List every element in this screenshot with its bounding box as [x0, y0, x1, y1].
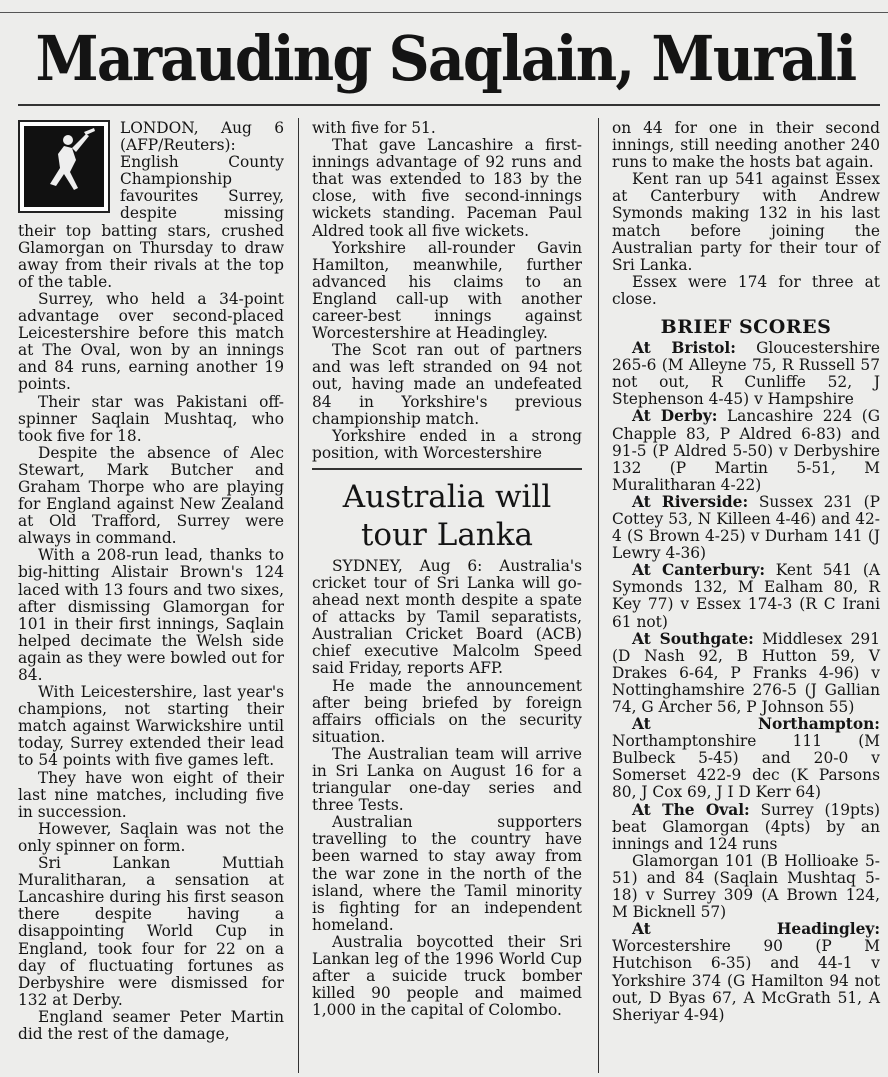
score-venue: At The Oval: — [632, 800, 750, 819]
article-paragraph: With a 208-run lead, thanks to big-hitting Alistair Brown's 124 laced with 13 fours and two sixes, after dismissing Glamorgan for 101 in their first innings, Saqlain helped decimate the Welsh side again as they were bowled out for 84. — [18, 546, 284, 684]
top-strip — [0, 0, 888, 13]
score-venue: At Headingley: — [632, 920, 880, 939]
score-entry — [612, 631, 880, 716]
column-rule-2 — [598, 118, 599, 1073]
article-paragraph: LONDON, Aug 6 (AFP/Reuters): English County Championship favourites Surrey, despite missing their top batting stars, crushed Glamorgan on Thursday to draw away from their rivals at the top of the table. — [18, 119, 284, 291]
score-venue: At Bristol: — [632, 339, 736, 358]
brief-scores-list — [612, 340, 880, 1024]
article-paragraph: They have won eight of their last nine matches, including five in succession. — [18, 768, 284, 821]
article-paragraph: Despite the absence of Alec Stewart, Mark Butcher and Graham Thorpe who are playing for England against New Zealand at Old Trafford, Surrey were always in command. — [18, 443, 284, 548]
article-paragraph: Essex were 174 for three at close. — [612, 272, 880, 308]
article-paragraph: with five for 51. — [312, 119, 436, 137]
article-paragraph: He made the announcement after being briefed by foreign affairs officials on the security situation. — [312, 676, 582, 746]
article-paragraph: The Scot ran out of partners and was left stranded on 94 not out, having made an undefeated 84 in Yorkshire's previous championship match. — [312, 341, 582, 428]
column-1 — [18, 120, 284, 1043]
score-entry — [612, 802, 880, 853]
article-paragraph: Australia boycotted their Sri Lankan leg of the 1996 World Cup after a suicide truck bomber killed 90 people and maimed 1,000 in the capital of Colombo. — [312, 932, 582, 1020]
score-entry — [612, 921, 880, 1024]
brief-scores-heading: BRIEF SCORES — [660, 316, 832, 339]
column-2 — [312, 120, 582, 1019]
article-paragraph: Yorkshire ended in a strong position, with Worcestershire — [312, 426, 582, 462]
article-paragraph: Kent ran up 541 against Essex at Canterbury with Andrew Symonds making 132 in his last match before joining the Australian party for their tour of Sri Lanka. — [612, 170, 880, 274]
article-paragraph: That gave Lancashire a first-innings advantage of 92 runs and that was extended to 183 by the close, with five second-innings wickets standing. Paceman Paul Aldred took all five wickets. — [312, 136, 582, 240]
cricket-logo-icon — [18, 120, 110, 213]
article-paragraph: Their star was Pakistani off-spinner Saqlain Mushtaq, who took five for 18. — [18, 392, 284, 445]
score-entry — [612, 494, 880, 562]
headline: Marauding Saqlain, Murali — [35, 22, 856, 95]
score-text: Northamptonshire 111 (M Bulbeck 5-45) and 20-0 v Somerset 422-9 dec (K Parsons 80, J Cox 69, J I D Kerr 64) — [612, 732, 880, 802]
article-paragraph: Australian supporters travelling to the country have been warned to stay away from the war zone in the north of the island, where the Tamil minority is fighting for an independent homeland. — [312, 813, 582, 934]
article-paragraph: SYDNEY, Aug 6: Australia's cricket tour of Sri Lanka will go-ahead next month despite a spate of attacks by Tamil separatists, Australian Cricket Board (ACB) chief executive Malcolm Speed said Friday, reports AFP. — [312, 556, 582, 678]
article-paragraph: on 44 for one in their second innings, still needing another 240 runs to make the hosts bat again. — [612, 119, 880, 172]
column-3 — [612, 120, 880, 1024]
score-venue: At Derby: — [632, 407, 718, 426]
score-venue: At Southgate: — [632, 629, 754, 648]
column-rule-1 — [298, 118, 299, 1073]
score-venue: At Canterbury: — [632, 561, 766, 580]
article-paragraph: However, Saqlain was not the only spinner on form. — [18, 819, 284, 855]
score-text: Lancashire 224 (G Chapple 83, P Aldred 6-83) and 91-5 (P Aldred 5-50) v Derbyshire 132 (P Martin 5-51, M Muralitharan 4-22) — [612, 407, 880, 494]
article-paragraph: With Leicestershire, last year's champions, not starting their match against Warwickshire until today, Surrey extended their lead to 54 points with five games left. — [18, 683, 284, 770]
score-entry — [612, 340, 880, 408]
score-text: Surrey (19pts) beat Glamorgan (4pts) by an innings and 124 runs — [612, 800, 880, 853]
score-entry — [612, 853, 880, 921]
score-text: Gloucestershire 265-6 (M Alleyne 75, R Russell 57 not out, R Cunliffe 52, J Stephenson 4-45) v Hampshire — [612, 339, 880, 409]
score-venue: At Northampton: — [632, 715, 880, 734]
score-text: Kent 541 (A Symonds 132, M Ealham 80, R Key 77) v Essex 174-3 (R C Irani 61 not) — [612, 561, 881, 631]
score-entry — [612, 562, 880, 630]
article-paragraph: England seamer Peter Martin did the rest of the damage, — [18, 1007, 284, 1043]
headline-rule — [18, 104, 880, 106]
subheadline: Australia will tour Lanka — [312, 468, 582, 554]
score-text: Glamorgan 101 (B Hollioake 5-51) and 84 (Saqlain Mushtaq 5-18) v Surrey 309 (A Brown 124, M Bicknell 57) — [612, 851, 880, 922]
score-entry — [612, 408, 880, 493]
score-text: Sussex 231 (P Cottey 53, N Killeen 4-46) and 42-4 (S Brown 4-25) v Durham 141 (J Lewry 4-36) — [612, 492, 881, 563]
score-text: Middlesex 291 (D Nash 92, B Hutton 59, V Drakes 6-64, P Franks 4-96) v Nottinghamshire 276-5 (J Gallian 74, G Archer 56, P Johnson 55) — [612, 629, 880, 716]
article-paragraph: Sri Lankan Muttiah Muralitharan, a sensation at Lancashire during his first season there despite having a disappointing World Cup in England, took four for 22 on a day of fluctuating fortunes as Derbyshire were dismissed for 132 at Derby. — [18, 854, 284, 1009]
article-paragraph: The Australian team will arrive in Sri Lanka on August 16 for a triangular one-day series and three Tests. — [312, 744, 582, 815]
score-text: Worcestershire 90 (P M Hutchison 6-35) and 44-1 v Yorkshire 374 (G Hamilton 94 not out, D Byas 67, A McGrath 51, A Sheriyar 4-94) — [612, 937, 880, 1024]
score-entry — [612, 716, 880, 801]
score-venue: At Riverside: — [632, 492, 749, 511]
article-paragraph: Yorkshire all-rounder Gavin Hamilton, meanwhile, further advanced his claims to an England call-up with another career-best innings against Worcestershire at Headingley. — [312, 238, 582, 343]
article-paragraph: Surrey, who held a 34-point advantage over second-placed Leicestershire before this match at The Oval, won by an innings and 84 runs, earning another 19 points. — [18, 289, 284, 394]
